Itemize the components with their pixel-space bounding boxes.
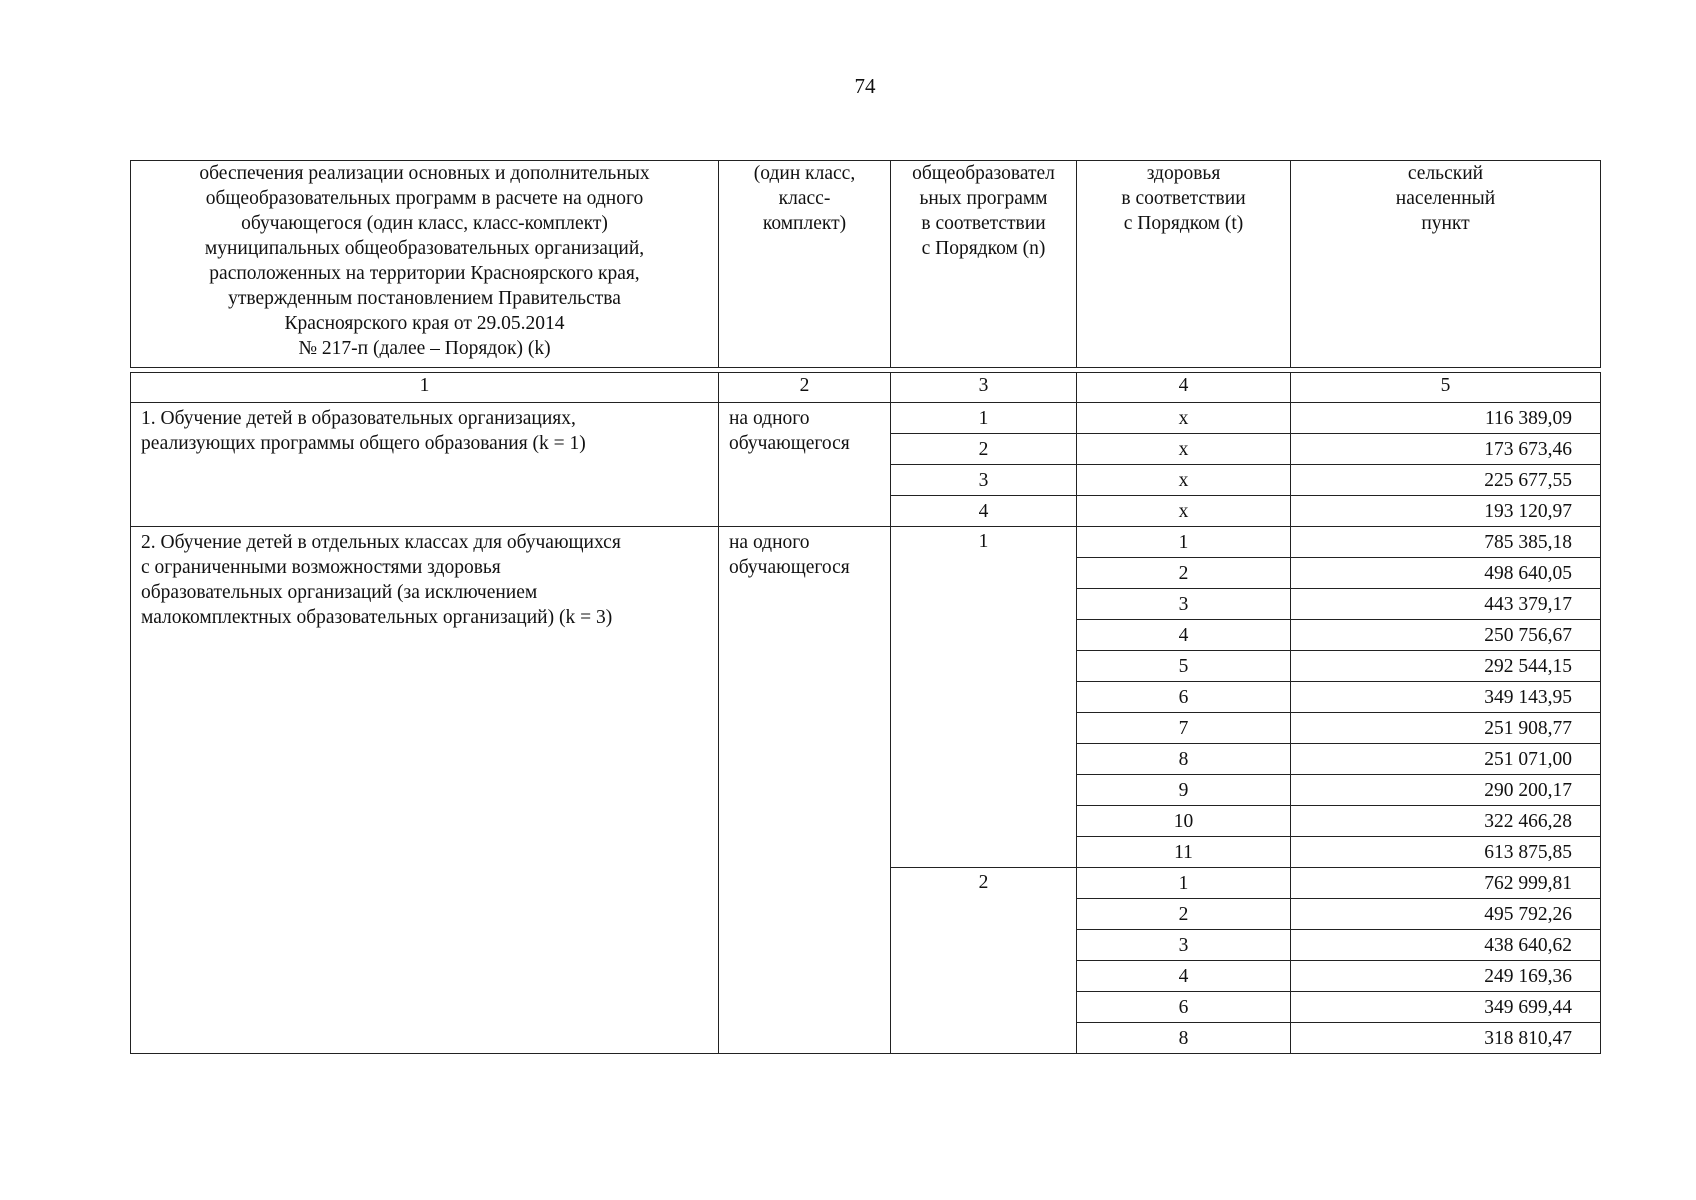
cell-n: 1 [891, 403, 1077, 434]
header-col4-line: здоровья [1146, 163, 1221, 184]
header-col2-line: класс- [778, 188, 831, 209]
header-col3-line: ьных программ [919, 188, 1048, 209]
group2-label [131, 527, 719, 1054]
group2-unit-line: на одного [729, 532, 810, 553]
header-col1-line: Красноярского края от 29.05.2014 [284, 313, 565, 334]
header-col5-line: сельский [1407, 163, 1484, 184]
cell-value: 318 810,47 [1291, 1023, 1601, 1054]
header-table [130, 160, 1601, 368]
group1-label [131, 403, 719, 527]
cell-value: 495 792,26 [1291, 899, 1601, 930]
table-row [131, 403, 1601, 434]
cell-value: 290 200,17 [1291, 775, 1601, 806]
group2-label-line: образовательных организаций (за исключением [141, 582, 538, 603]
header-col1-line: обеспечения реализации основных и дополнительных [199, 163, 650, 184]
cell-t: х [1077, 403, 1291, 434]
column-number: 4 [1077, 373, 1291, 403]
cell-n: 3 [891, 465, 1077, 496]
cell-n: 2 [891, 434, 1077, 465]
cell-value: 250 756,67 [1291, 620, 1601, 651]
column-number: 5 [1291, 373, 1601, 403]
group1-label-line: 1. Обучение детей в образовательных организациях, [141, 408, 576, 429]
header-col4-line: в соответствии [1121, 188, 1246, 209]
column-number: 3 [891, 373, 1077, 403]
header-col3-line: в соответствии [921, 213, 1046, 234]
cell-t: 10 [1077, 806, 1291, 837]
cell-t: 4 [1077, 620, 1291, 651]
cell-value: 116 389,09 [1291, 403, 1601, 434]
cell-value: 173 673,46 [1291, 434, 1601, 465]
subgroup-n: 1 [891, 527, 1077, 868]
cell-value: 322 466,28 [1291, 806, 1601, 837]
group2-unit [719, 527, 891, 1054]
cell-value: 225 677,55 [1291, 465, 1601, 496]
column-number-row [131, 373, 1601, 403]
cell-t: 7 [1077, 713, 1291, 744]
cell-t: 8 [1077, 1023, 1291, 1054]
subgroup-n: 2 [891, 868, 1077, 1054]
group2-label-line: малокомплектных образовательных организаций) (k = 3) [141, 607, 613, 628]
cell-t: 2 [1077, 558, 1291, 589]
cell-value: 613 875,85 [1291, 837, 1601, 868]
cell-t: х [1077, 496, 1291, 527]
cell-t: 3 [1077, 930, 1291, 961]
cell-value: 443 379,17 [1291, 589, 1601, 620]
cell-t: 3 [1077, 589, 1291, 620]
header-col1-line: общеобразовательных программ в расчете на одного [205, 188, 644, 209]
cell-t: 11 [1077, 837, 1291, 868]
group2-unit-line: обучающегося [729, 557, 850, 578]
group2-label-line: с ограниченными возможностями здоровья [141, 557, 501, 578]
cell-value: 785 385,18 [1291, 527, 1601, 558]
group1-label-line: реализующих программы общего образования (k = 1) [141, 433, 586, 454]
cell-value: 498 640,05 [1291, 558, 1601, 589]
cell-t: 1 [1077, 527, 1291, 558]
group1-unit-line: обучающегося [729, 433, 850, 454]
cell-n: 4 [891, 496, 1077, 527]
header-col1-line: утвержденным постановлением Правительства [228, 288, 621, 309]
header-col5 [1291, 161, 1601, 368]
cell-value: 292 544,15 [1291, 651, 1601, 682]
cell-value: 762 999,81 [1291, 868, 1601, 899]
header-col3-line: общеобразовател [912, 163, 1055, 184]
cell-value: 251 071,00 [1291, 744, 1601, 775]
cell-t: 4 [1077, 961, 1291, 992]
cell-t: 8 [1077, 744, 1291, 775]
cell-value: 193 120,97 [1291, 496, 1601, 527]
group1-unit-line: на одного [729, 408, 810, 429]
header-col2-line: комплект) [762, 213, 847, 234]
cell-t: 6 [1077, 992, 1291, 1023]
cell-t: 5 [1077, 651, 1291, 682]
header-col1-line: муниципальных общеобразовательных организаций, [204, 238, 645, 259]
cell-value: 438 640,62 [1291, 930, 1601, 961]
table-row [131, 527, 1601, 558]
header-col1-line: расположенных на территории Красноярского края, [209, 263, 640, 284]
cell-t: х [1077, 434, 1291, 465]
data-table [130, 372, 1601, 1054]
header-col5-line: пункт [1421, 213, 1470, 234]
header-col1 [131, 161, 719, 368]
cell-t: 9 [1077, 775, 1291, 806]
page-number: 74 [854, 74, 876, 98]
group1-unit [719, 403, 891, 527]
cell-value: 251 908,77 [1291, 713, 1601, 744]
cell-t: 6 [1077, 682, 1291, 713]
group2-label-line: 2. Обучение детей в отдельных классах для обучающихся [141, 532, 621, 553]
header-col2 [719, 161, 891, 368]
header-col4 [1077, 161, 1291, 368]
header-col1-line: обучающегося (один класс, класс-комплект) [241, 213, 608, 234]
cell-value: 349 143,95 [1291, 682, 1601, 713]
column-number: 1 [131, 373, 719, 403]
header-col2-line: (один класс, [753, 163, 856, 184]
cell-t: х [1077, 465, 1291, 496]
cell-t: 2 [1077, 899, 1291, 930]
header-col4-line: с Порядком (t) [1123, 213, 1244, 234]
header-col3-line: с Порядком (n) [921, 238, 1046, 259]
cell-t: 1 [1077, 868, 1291, 899]
header-col5-line: населенный [1395, 188, 1496, 209]
column-number: 2 [719, 373, 891, 403]
header-col3 [891, 161, 1077, 368]
header-col1-line: № 217-п (далее – Порядок) (k) [298, 338, 551, 359]
cell-value: 349 699,44 [1291, 992, 1601, 1023]
cell-value: 249 169,36 [1291, 961, 1601, 992]
